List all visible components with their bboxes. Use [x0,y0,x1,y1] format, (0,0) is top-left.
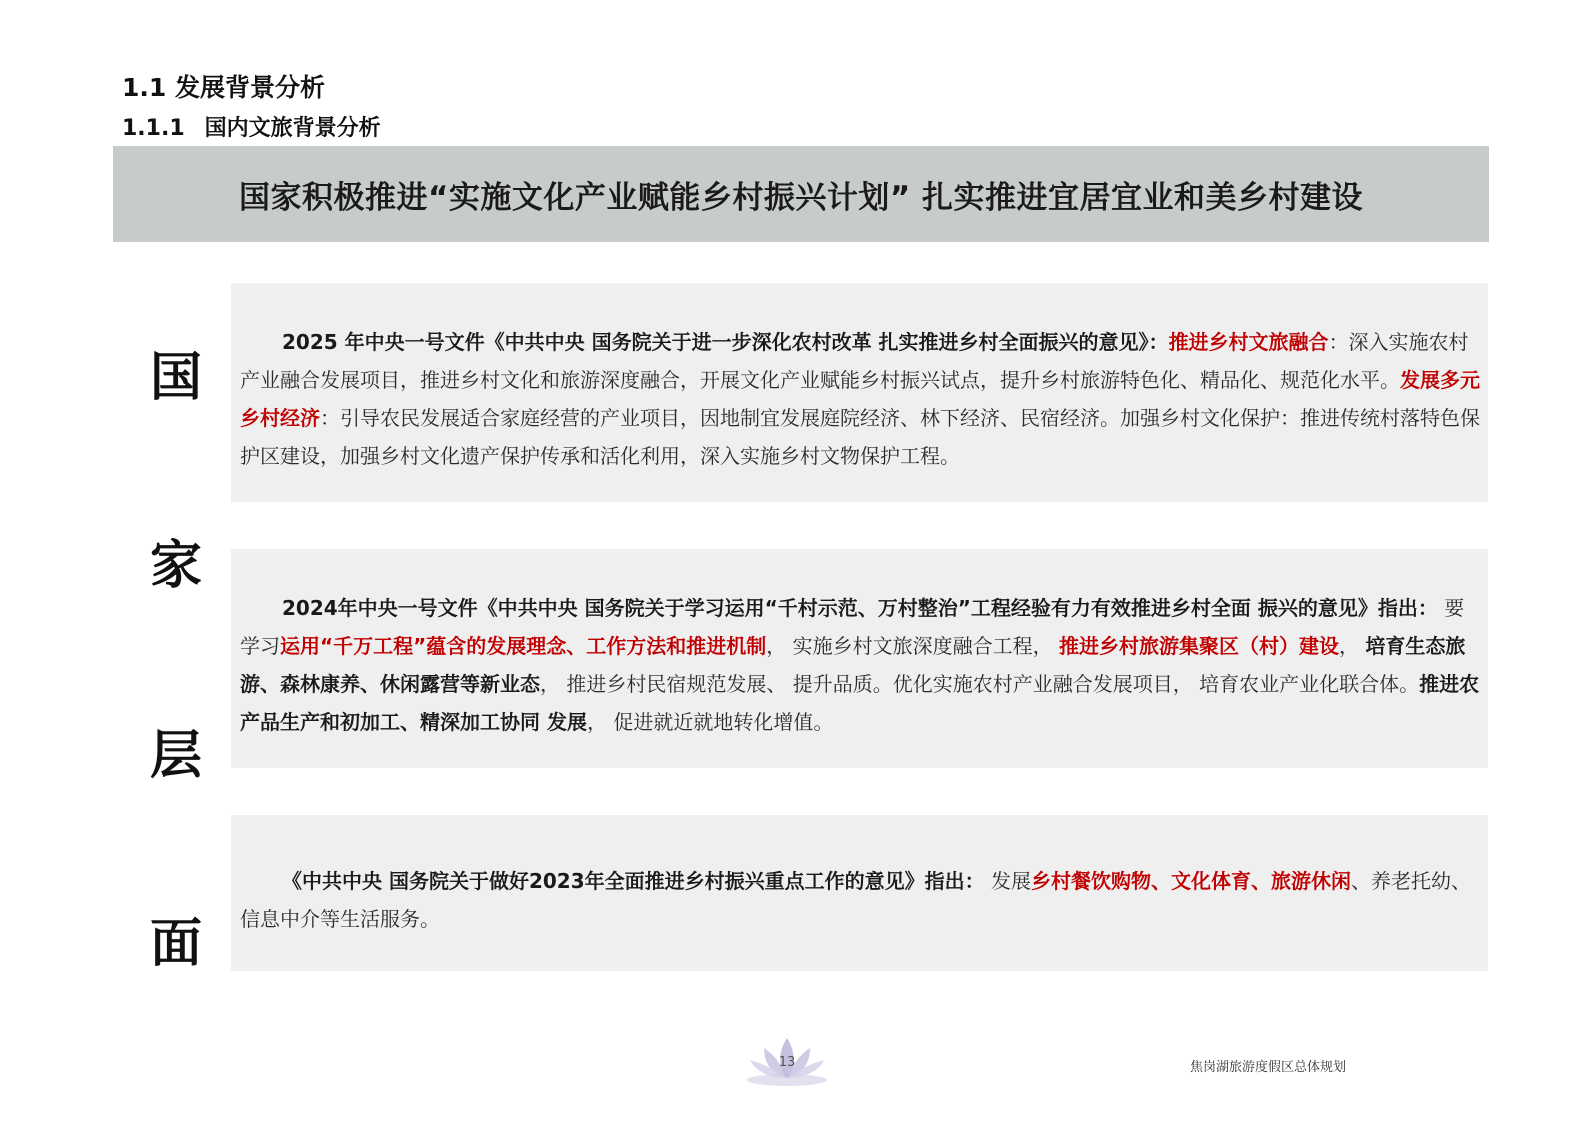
subsection-title: 国内文旅背景分析 [204,116,381,141]
body-text: 发展 [984,869,1031,893]
body-text: ， 推进乡村民宿规范发展、 提升品质。优化实施农村产业融合发展项目， 培育农业产业化联合体。 [540,672,1420,696]
body-text: ：引导农民发展适合家庭经营的产业项目，因地制宜发展庭院经济、林下经济、民宿经济。加强乡村文化保护：推进传统村落特色保护区建设，加强乡村文化遗产保护传承和活化利用，深入实施乡村文物保护工程。 [240,406,1480,468]
policy-paragraph-2024 [240,589,1482,741]
bold-text: 2025 年中央一号文件《中共中央 国务院关于进一步深化农村改革 扎实推进乡村全面振兴的意见》： [282,330,1169,354]
highlight-text: 发展多元乡村经济 [240,368,1480,430]
highlight-text: 运用“千万工程”蕴含的发展理念、工作方法和推进机制 [280,634,767,658]
body-text: ， 促进就近就地转化增值。 [586,710,834,734]
body-text: 要学习 [240,596,1465,658]
section-heading: 1.1 发展背景分析 [122,73,325,102]
banner-title: 国家积极推进“实施文化产业赋能乡村振兴计划” 扎实推进宜居宜业和美乡村建设 [238,179,1364,216]
body-text: 、养老托幼、信息中介等生活服务。 [240,869,1471,931]
bold-text: 推进农产品生产和初加工、精深加工协同 发展 [240,672,1480,734]
policy-paragraph-2025 [240,323,1482,475]
side-label-char: 面 [149,914,202,974]
highlight-text: 乡村餐饮购物、文化体育、旅游休闲 [1031,869,1351,893]
bold-text: 培育生态旅游、森林康养、休闲露营等新业态 [240,634,1466,696]
subsection-number: 1.1.1 [122,116,185,141]
policy-paragraph-2023 [240,862,1482,938]
bold-text: 《中共中央 国务院关于做好2023年全面推进乡村振兴重点工作的意见》指出： [282,869,985,893]
highlight-text: 推进乡村旅游集聚区（村）建设 [1059,634,1340,658]
body-text: ， 实施乡村文旅深度融合工程， [766,634,1060,658]
bold-text: 2024年中央一号文件《中共中央 国务院关于学习运用“千村示范、万村整治”工程经验有力有效推进乡村全面 振兴的意见》指出： [282,596,1438,620]
subsection-heading [122,111,381,142]
side-label-char: 层 [149,726,202,786]
highlight-text: 推进乡村文旅融合 [1168,330,1329,354]
banner [113,146,1489,242]
side-label-char: 国 [149,348,202,408]
body-text: ， [1339,634,1366,658]
body-text: ：深入实施农村产业融合发展项目，推进乡村文化和旅游深度融合，开展文化产业赋能乡村振兴试点，提升乡村旅游特色化、精品化、规范化水平。 [240,330,1469,392]
side-label-char: 家 [149,536,202,596]
footer-document-title: 焦岗湖旅游度假区总体规划 [1190,1060,1347,1075]
page-number: 13 [778,1055,796,1070]
